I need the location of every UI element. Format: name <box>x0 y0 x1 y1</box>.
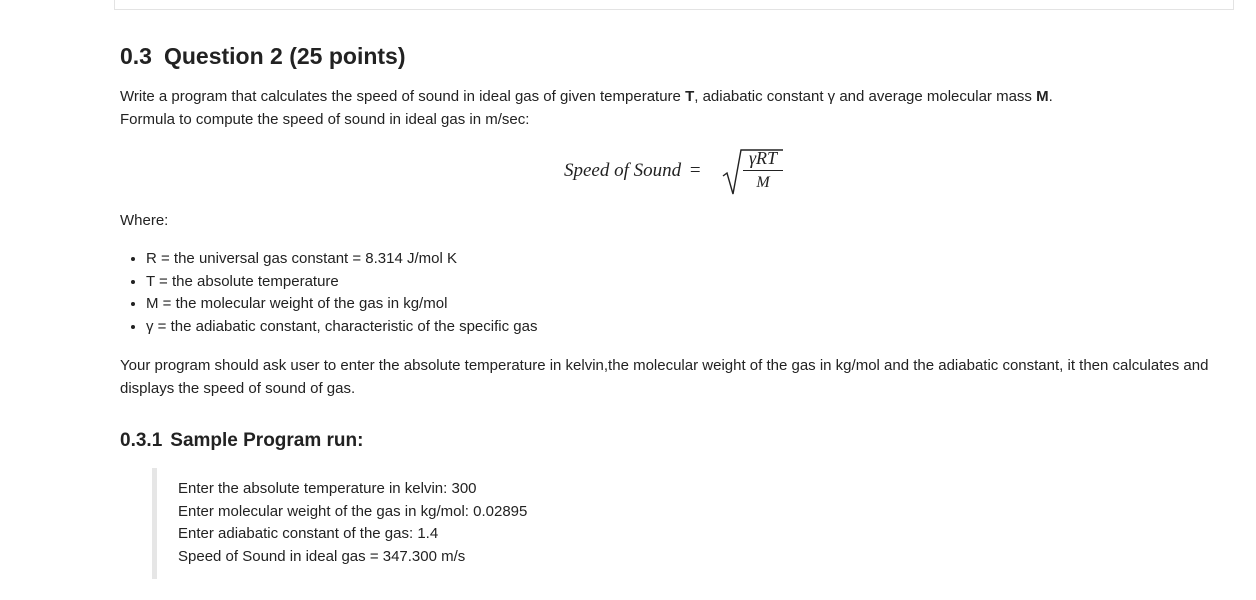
sample-run-lines <box>178 478 527 568</box>
formula-fraction <box>743 148 783 193</box>
subheading-number: 0.3.1 <box>120 430 163 451</box>
definitions-list <box>120 248 537 338</box>
intro-bold-M: M <box>1036 88 1049 105</box>
sample-run-line: Enter molecular weight of the gas in kg/mol: 0.02895 <box>178 502 528 520</box>
definition-item: • M = the molecular weight of the gas in kg/mol <box>146 293 537 316</box>
definition-item: • T = the absolute temperature <box>146 271 537 294</box>
intro-line-2: Formula to compute the speed of sound in ideal gas in m/sec: <box>120 110 530 128</box>
intro-paragraph <box>120 86 1230 131</box>
formula-equals: = <box>689 160 701 181</box>
intro-text-3: . <box>1048 88 1053 105</box>
heading-number: 0.3 <box>120 43 152 69</box>
intro-bold-T: T <box>685 88 695 105</box>
sample-run-line: Enter adiabatic constant of the gas: 1.4 <box>178 525 439 542</box>
intro-text-2: , adiabatic constant γ and average molecular mass <box>694 88 1037 105</box>
instructions-paragraph: Your program should ask user to enter the absolute temperature in kelvin,the molecular weight of the gas in kg/mol and the adiabatic constant, it then calculates and displays the speed of sound of gas. <box>120 357 1209 397</box>
sample-run-heading <box>120 430 363 452</box>
formula-numerator: γRT <box>748 148 778 168</box>
sample-run-line: Speed of Sound in ideal gas = 347.300 m/s <box>178 547 466 565</box>
formula-lhs-text: Speed of Sound <box>564 160 682 181</box>
subheading-title: Sample Program run: <box>170 430 364 451</box>
definition-item: • γ = the adiabatic constant, characteristic of the specific gas <box>146 316 537 339</box>
sample-run-line: Enter the absolute temperature in kelvin: 300 <box>178 480 477 497</box>
fraction-bar <box>743 170 783 171</box>
sample-run-block <box>152 468 577 579</box>
formula-denominator: M <box>756 174 770 191</box>
square-root <box>721 146 783 198</box>
heading-title: Question 2 (25 points) <box>163 43 406 69</box>
previous-cell-box <box>114 0 1234 10</box>
formula-lhs <box>564 160 701 182</box>
intro-text-1: Write a program that calculates the speed of sound in ideal gas of given temperature <box>120 88 686 105</box>
definition-item: • R = the universal gas constant = 8.314 J/mol K <box>146 248 537 271</box>
question-heading <box>120 43 406 70</box>
where-label: Where: <box>120 212 169 229</box>
